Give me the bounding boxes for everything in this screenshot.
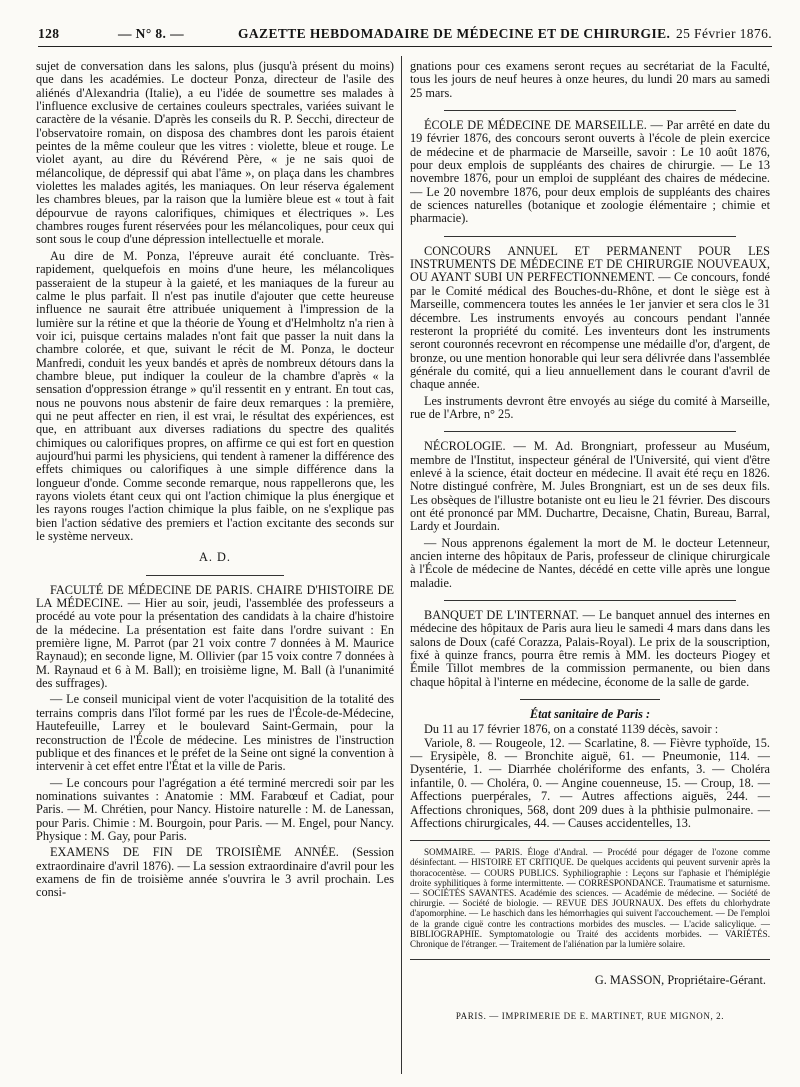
publisher-signature: G. MASSON, Propriétaire-Gérant. [594, 973, 766, 988]
issue-date: 25 Février 1876. [675, 26, 772, 41]
paragraph-examens: EXAMENS DE FIN DE TROISIÈME ANNÉE. (Session extraordinaire d'avril 1876). — La session extraordinaire d'avril pour les examens de fin de troisième année s'ouvrira le 3 avril prochain. Les consi- [36, 845, 394, 900]
paragraph-banquet: BANQUET DE L'INTERNAT. — Le banquet annuel des internes en médecine des hôpitaux de Paris aura lieu le samedi 4 mars dans dans les salons de Doux (café Corazza, Palais-Royal). Le prix de la souscription, fixé à quinze francs, pourra être remis à MM. les docteurs Piogey et Émile Tillot membres de la commission permanente, ou bien dans chaque hôpital à l'interne en médecine, économe de la salle de garde. [410, 608, 770, 689]
issue-number: — N° 8. — [118, 26, 184, 41]
paragraph-concours-instruments: CONCOURS ANNUEL ET PERMANENT POUR LES INSTRUMENTS DE MÉDECINE ET DE CHIRURGIE NOUVEAUX, OU AYANT SUBI UN PERFECTIONNEMENT. — Ce concours, fondé par le Comité médical des Bouches-du-Rhône, et dont le siège est à Marseille, commencera toutes les années le 1er janvier et sera clos le 31 décembre. Les instruments envoyés au concours pendant l'année resteront la propriété du comité. Les inventeurs dont les instruments seront couronnés recevront en récompense une médaille d'or, d'argent, de bronze, ou une mention honorable qui leur sera délivrée dans l'assemblée générale du comité, qui a lieu annuellement dans le courant d'avril de chaque année. [410, 243, 770, 392]
running-header [38, 24, 772, 47]
sommaire-rule [410, 840, 770, 841]
section-rule [444, 431, 736, 432]
section-rule [444, 236, 736, 237]
sommaire-rule-bottom [410, 959, 770, 960]
paragraph-instruments-envoi: Les instruments devront être envoyés au siége du comité à Marseille, rue de l'Arbre, n° 25. [410, 393, 770, 421]
paragraph-consignations: gnations pour ces examens seront reçues au secrétariat de la Faculté, tous les jours de neuf heures à onze heures, du lundi 20 mars au samedi 25 mars. [410, 60, 770, 100]
paragraph-faculte-paris: FACULTÉ DE MÉDECINE DE PARIS. CHAIRE D'HISTOIRE DE LA MÉDECINE. — Hier au soir, jeudi, l'assemblée des professeurs a procédé au vote pour la présentation des candidats à la chaire d'histoire de la médecine. La présentation est faite dans l'ordre suivant : En première ligne, M. Parrot (par 21 voix contre 7 données à M. Maurice Raynaud); en seconde ligne, M. Ollivier (par 15 voix contre 7 données à M. Raynaud et 6 à M. Ball); en troisième ligne, M. Ball (à l'unanimité des suffrages). [36, 582, 394, 691]
right-column [410, 60, 770, 1060]
left-column [36, 60, 394, 1060]
section-rule [146, 575, 284, 576]
paragraph-ecole-marseille: ÉCOLE DE MÉDECINE DE MARSEILLE. — Par arrêté en date du 19 février 1876, des concours seront ouverts à l'école de plein exercice de médecine et de pharmacie de Marseille, savoir : Le 10 août 1876, pour deux emplois de suppléants des chaires de chirurgie. — Le 13 novembre 1876, pour un emploi de suppléant des chaires de médecine. — Le 20 novembre 1876, pour deux emplois de suppléants des chaires de sciences naturelles (botanique et zoologie élémentaire ; chimie et pharmacie). [410, 118, 770, 226]
section-rule [444, 600, 736, 601]
page-number: 128 [38, 26, 60, 41]
paragraph-light-colors: sujet de conversation dans les salons, plus (jusqu'à présent du moins) que dans les académies. Le docteur Ponza, directeur de l'asile des aliénés d'Alexandria (Italie), a eu l'idée de soumettre ses malades à l'influence exclusive de certaines couleurs spectrales, variées suivant le caractère de la vésanie. D'après les conseils du R. P. Secchi, directeur de l'observatoire romain, on disposa des chambres dont les parois étaient peintes de la même couleur que les vitres : violette, bleue et rouge. Le violet ayant, au dire du Révérend Père, « je ne sais quoi de mélancolique, de dépressif qui abat l'âme », on plaça dans les chambres violettes les malades agités, les maniaques. On leur réserva également les chambres bleues, par la raison que la lumière bleue est « tout à fait dépourvue de rayons calorifiques, chimiques et électriques ». Les chambres rouges furent réservées pour les mélancoliques, pour ceux qui sont sous le coup d'une dépression intellectuelle et morale. [36, 60, 394, 247]
sommaire-block: SOMMAIRE. — PARIS. Éloge d'Andral. — Procédé pour dégager de l'ozone comme désinfectant. — HISTOIRE ET CRITIQUE. De quelques accidents qui peuvent survenir après la thoracocentèse. — COURS PUBLICS. Syphiliographie : Leçons sur l'aphasie et l'hémiplégie droite syphilitiques à forme intermittente. — CORRESPONDANCE. Traumatisme et saturnisme. — SOCIÉTÉS SAVANTES. Académie des sciences. — Académie de médecine. — Société de chirurgie. — Société de biologie. — REVUE DES JOURNAUX. Des effets du chlorhydrate d'apomorphine. — Le haschich dans les hémorrhagies qui suivent l'accouchement. — De l'emploi de la grande ciguë contre les contractions morbides des muscles. — L'acide salicylique. — BIBLIOGRAPHIE. Symptomatologie ou Traité des accidents morbides. — VARIÉTÉS. Chronique de l'étranger. — Traitement de l'aliénation par la lumière solaire. [410, 847, 770, 950]
paragraph-deces: Du 11 au 17 février 1876, on a constaté 1139 décès, savoir : [424, 722, 719, 737]
section-rule [444, 110, 736, 111]
printer-imprint: PARIS. — IMPRIMERIE DE E. MARTINET, RUE MIGNON, 2. [455, 1010, 725, 1021]
journal-title: GAZETTE HEBDOMADAIRE DE MÉDECINE ET DE CHIRURGIE. [238, 26, 671, 41]
section-rule [520, 699, 660, 700]
paragraph-letenneur: — Nous apprenons également la mort de M. le docteur Letenneur, ancien interne des hôpitaux de Paris, professeur de clinique chirurgicale à l'École de médecine de Nantes, décédé en cette ville après une longue maladie. [410, 535, 770, 590]
paragraph-necrologie: NÉCROLOGIE. — M. Ad. Brongniart, professeur au Muséum, membre de l'Institut, inspecteur général de l'Université, qui vient d'être enlevé à la science, était docteur en médecine. Il avait été reçu en 1826. Notre distingué confrère, M. Jules Brongniart, est un de ses deux fils. Les obsèques de l'illustre botaniste ont eu lieu le 21 février. Des discours ont été prononcé par MM. Duchartre, Decaisne, Chatin, Bureau, Barral, Lardy et Jourdain. [410, 439, 770, 534]
column-divider [401, 56, 402, 1074]
paragraph-mortalite: Variole, 8. — Rougeole, 12. — Scarlatine, 8. — Fièvre typhoïde, 15. — Erysipèle, 8. — Bronchite aiguë, 61. — Pneumonie, 114. — Dysentérie, 1. — Diarrhée cholériforme des enfants, 3. — Choléra infantile, 0. — Choléra, 0. — Angine couenneuse, 15. — Croup, 18. — Affections puerpérales, 7. — Autres affections aiguës, 244. — Affections chroniques, 568, dont 209 dues à la phthisie pulmonaire. — Affections chirurgicales, 44. — Causes accidentelles, 13. [410, 735, 770, 830]
paragraph-conseil-municipal: — Le conseil municipal vient de voter l'acquisition de la totalité des terrains compris dans l'îlot formé par les rues de l'École-de-Médecine, Hautefeuille, Larrey et le boulevard Saint-Germain, pour la reconstruction de l'École de médecine. Les ministres de l'instruction publique et des finances et le préfet de la Seine ont signé la convention à intervenir à cet effet entre l'État et la ville de Paris. [36, 692, 394, 774]
author-signature: A. D. [199, 550, 231, 565]
paragraph-agregation: — Le concours pour l'agrégation a été terminé mercredi soir par les nominations suivantes : Anatomie : MM. Farabœuf et Cadiat, pour Paris. — M. Chrétien, pour Nancy. Histoire naturelle : M. de Lanessan, pour Paris. Chimie : M. Bourgoin, pour Paris. — M. Engel, pour Nancy. Physique : M. Gay, pour Paris. [36, 775, 394, 843]
paragraph-ponza-experiment: Au dire de M. Ponza, l'épreuve aurait été concluante. Très-rapidement, quelquefois en moins d'une heure, les mélancoliques passeraient de la stupeur à la gaieté, et les maniaques de la fureur au calme le plus parfait. Il n'est pas inutile d'ajouter que cette heureuse influence ne saurait être attribuée uniquement à l'impression de la lumière sur la rétine et que la théorie de Young et d'Helmholtz n'a rien à voir ici, puisque certains malades n'ont fait que passer la nuit dans la chambre colorée, et que, suivant le récit de M. Ponza, le docteur Manfredi, conduit les yeux bandés et après de nombreux détours dans la chambre bleue, put indiquer la couleur de la chambre d'après « la sensation d'oppression étrange » qu'il ressentit en y entrant. En tout cas, nous ne pouvons nous abstenir de faire deux remarques : la première, qui ne peut affecter en rien, il est vrai, le résultat des expériences, est que, en attribuant aux diverses radiations du spectre des qualités chimiques ou calorifiques propres, on affirme ce qui est fort en question aujourd'hui parmi les physiciens, qui tendent à ramener la différence des effets chimiques ou calorifiques à une simple différence dans la longueur d'onde. Comme seconde remarque, nous rappellerons que, les rayons violets étant ceux qui ont l'action chimique la plus énergique et les rayons rouges l'action chimique la plus faible, on ne s'explique pas bien l'action sédative des premiers et l'action excitante des seconds sur le système nerveux. [36, 248, 394, 544]
etat-sanitaire-title: État sanitaire de Paris : [529, 707, 651, 722]
